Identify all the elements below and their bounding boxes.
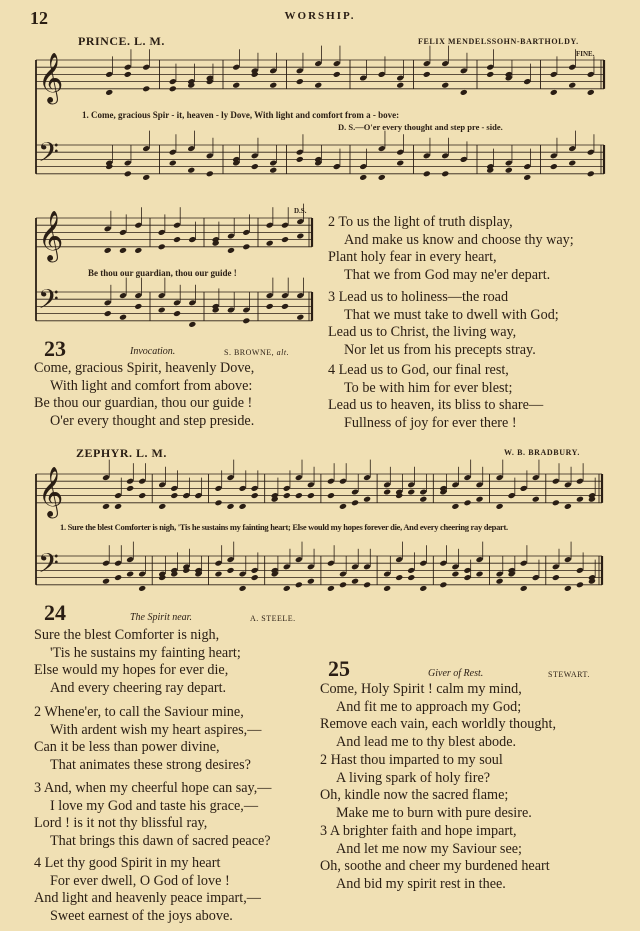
- hymn-number-24: 24: [44, 600, 66, 625]
- note: [383, 489, 391, 496]
- hymn25-caption: Giver of Rest.: [428, 668, 484, 679]
- note: [296, 314, 304, 321]
- verse-line: 3 A brighter faith and hope impart,: [320, 823, 517, 839]
- verse-line: Remove each vain, each worldly thought,: [320, 716, 556, 732]
- note: [124, 71, 132, 78]
- note: [114, 574, 122, 581]
- note: [206, 170, 214, 177]
- note: [520, 585, 528, 592]
- note: [476, 496, 484, 503]
- tune1-refrain-lyric: Be thou our guardian, thou our guide !: [88, 268, 237, 278]
- note: [214, 499, 222, 506]
- note: [587, 89, 595, 96]
- note: [407, 489, 415, 496]
- note: [378, 174, 386, 181]
- note: [142, 85, 150, 92]
- verse-line: And lead me to thy blest abode.: [336, 733, 517, 750]
- note: [295, 492, 303, 499]
- note: [119, 314, 127, 321]
- note: [363, 581, 371, 588]
- note: [281, 236, 289, 243]
- page-number: 12: [30, 8, 48, 28]
- note: [295, 581, 303, 588]
- hymn23-stanza-3: [328, 289, 559, 359]
- hymn24-caption: The Spirit near.: [130, 612, 192, 623]
- hymn24-stanza-1: [34, 627, 241, 697]
- note: [283, 492, 291, 499]
- note: [451, 571, 459, 578]
- note: [242, 317, 250, 324]
- note: [296, 233, 304, 240]
- verse-line: With light and comfort from above:: [50, 377, 253, 394]
- hymn24-stanza-2: [34, 704, 261, 774]
- hymn24-stanza-4: [34, 855, 261, 925]
- verse-line: Lead us to heaven, its bliss to share—: [328, 397, 544, 413]
- note: [227, 567, 235, 574]
- note: [463, 499, 471, 506]
- note: [564, 503, 572, 510]
- note: [568, 82, 576, 89]
- note: [173, 236, 181, 243]
- note: [552, 499, 560, 506]
- note: [102, 578, 110, 585]
- note: [496, 503, 504, 510]
- tune2-lyric-line: 1. Sure the blest Comforter is nigh, 'Tis he sustains my fainting heart; Else would my hopes forever die, And every cheering ray depart.: [60, 522, 508, 532]
- note: [138, 492, 146, 499]
- note: [327, 585, 335, 592]
- hymn23-caption: Invocation.: [130, 346, 176, 357]
- note: [173, 310, 181, 317]
- prince-system2-bass-clef: 𝄢: [38, 283, 59, 322]
- tune-title-prince: PRINCE. L. M.: [78, 34, 165, 48]
- zephyr-system-treble-clef: 𝄞: [38, 466, 64, 517]
- note: [441, 170, 449, 177]
- note: [476, 571, 484, 578]
- verse-line: 3 Lead us to holiness—the road: [328, 289, 509, 305]
- verse-line: And light and heavenly peace impart,—: [34, 890, 261, 906]
- note: [552, 574, 560, 581]
- verse-line: That brings this dawn of sacred peace?: [50, 832, 271, 849]
- note: [102, 503, 110, 510]
- verse-line: O'er every thought and step preside.: [50, 412, 255, 429]
- note: [266, 303, 274, 310]
- note: [134, 303, 142, 310]
- hymn24-author: A. STEELE.: [250, 614, 296, 623]
- tune-composer-bradbury: W. B. BRADBURY.: [504, 448, 580, 457]
- note: [242, 243, 250, 250]
- verse-line: And let me now my Saviour see;: [336, 840, 522, 857]
- note: [333, 71, 341, 78]
- verse-line: Fullness of joy for ever there !: [344, 414, 517, 431]
- note: [439, 581, 447, 588]
- note: [227, 503, 235, 510]
- note: [269, 82, 277, 89]
- note: [170, 492, 178, 499]
- verse-line: And bid my spirit rest in thee.: [336, 875, 506, 892]
- verse-line: That we must take to dwell with God;: [344, 306, 559, 323]
- note: [251, 574, 259, 581]
- note: [251, 163, 259, 170]
- note: [104, 310, 112, 317]
- note: [266, 240, 274, 247]
- verse-line: Come, gracious Spirit, heavenly Dove,: [34, 360, 255, 376]
- note: [169, 160, 177, 167]
- verse-line: Else would my hopes for ever die,: [34, 662, 229, 678]
- verse-line: To be with him for ever blest;: [344, 379, 513, 396]
- note: [351, 578, 359, 585]
- verse-line: I love my God and taste his grace,—: [50, 797, 259, 814]
- note: [126, 485, 134, 492]
- note: [339, 503, 347, 510]
- note: [134, 247, 142, 254]
- note: [587, 170, 595, 177]
- hymn25-stanza-3: [320, 823, 550, 893]
- verse-line: Sweet earnest of the joys above.: [50, 907, 233, 924]
- note: [396, 82, 404, 89]
- note: [232, 82, 240, 89]
- note: [283, 585, 291, 592]
- verse-line: 2 To us the light of truth display,: [328, 214, 513, 230]
- verse-line: 4 Lead us to God, our final rest,: [328, 362, 509, 378]
- note: [158, 243, 166, 250]
- note: [395, 574, 403, 581]
- verse-line: And make us know and choose thy way;: [344, 231, 574, 248]
- note: [314, 82, 322, 89]
- note: [138, 585, 146, 592]
- ds-marker: D.S.: [294, 207, 307, 215]
- verse-line: And every cheering ray depart.: [50, 679, 227, 696]
- note: [359, 174, 367, 181]
- tune1-ds-lyric-line: D. S.—O'er every thought and step pre - side.: [338, 122, 503, 132]
- verse-line: Come, Holy Spirit ! calm my mind,: [320, 681, 522, 697]
- note: [550, 89, 558, 96]
- note: [239, 503, 247, 510]
- note: [460, 89, 468, 96]
- note: [496, 578, 504, 585]
- note: [187, 167, 195, 174]
- note: [419, 585, 427, 592]
- note: [158, 503, 166, 510]
- hymn23-stanza-4: [328, 362, 543, 432]
- verse-line: Nor let us from his precepts stray.: [344, 341, 536, 358]
- note: [188, 321, 196, 328]
- note: [383, 585, 391, 592]
- note: [158, 307, 166, 314]
- verse-line: Be thou our guardian, thou our guide !: [34, 395, 253, 411]
- tune-title-zephyr: ZEPHYR. L. M.: [76, 446, 167, 460]
- note: [239, 585, 247, 592]
- verse-line: With ardent wish my heart aspires,—: [50, 721, 262, 738]
- verse-line: That animates these strong desires?: [50, 756, 251, 773]
- verse-line: Lord ! is it not thy blissful ray,: [34, 815, 208, 831]
- note: [523, 174, 531, 181]
- hymn23-author: S. BROWNE, alt.: [224, 348, 290, 357]
- note: [114, 503, 122, 510]
- note: [251, 492, 259, 499]
- verse-line: 'Tis he sustains my fainting heart;: [50, 644, 241, 661]
- note: [407, 574, 415, 581]
- note: [568, 160, 576, 167]
- verse-line: That we from God may ne'er depart.: [344, 266, 551, 283]
- prince-system1-bass-clef: 𝄢: [38, 136, 59, 175]
- note: [214, 571, 222, 578]
- note: [505, 167, 513, 174]
- note: [451, 503, 459, 510]
- note: [339, 581, 347, 588]
- verse-line: Lead us to Christ, the living way,: [328, 324, 517, 340]
- verse-line: 3 And, when my cheerful hope can say,—: [34, 780, 272, 796]
- note: [423, 170, 431, 177]
- note: [281, 303, 289, 310]
- hymn24-stanza-3: [34, 780, 271, 850]
- running-head: WORSHIP.: [284, 10, 356, 22]
- fine-marker: FINE.: [576, 50, 595, 58]
- verse-line: Make me to burn with pure desire.: [336, 804, 532, 821]
- note: [126, 571, 134, 578]
- note: [576, 581, 584, 588]
- verse-line: A living spark of holy fire?: [336, 769, 491, 786]
- note: [486, 71, 494, 78]
- note: [119, 247, 127, 254]
- hymn23-stanza-2: [328, 214, 574, 284]
- note: [532, 496, 540, 503]
- verse-line: Sure the blest Comforter is nigh,: [34, 627, 220, 643]
- note: [419, 496, 427, 503]
- verse-line: Oh, kindle now the sacred flame;: [320, 787, 509, 803]
- note: [550, 163, 558, 170]
- note: [363, 496, 371, 503]
- hymn-number-23: 23: [44, 336, 66, 361]
- hymn25-stanza-1: [320, 681, 556, 751]
- note: [227, 247, 235, 254]
- note: [169, 85, 177, 92]
- verse-line: For ever dwell, O God of love !: [50, 872, 230, 889]
- hymn23-stanza-1: [34, 360, 254, 430]
- hymn-number-25: 25: [328, 656, 350, 681]
- verse-line: Plant holy fear in every heart,: [328, 249, 497, 265]
- verse-line: And fit me to approach my God;: [336, 698, 522, 715]
- note: [269, 167, 277, 174]
- note: [142, 174, 150, 181]
- tune-composer-mendelssohn: FELIX MENDELSSOHN-BARTHOLDY.: [418, 37, 579, 46]
- note: [396, 160, 404, 167]
- prince-system1-treble-clef: 𝄞: [38, 52, 64, 103]
- note: [441, 82, 449, 89]
- prince-system2-treble-clef: 𝄞: [38, 210, 64, 261]
- hymn25-author: STEWART.: [548, 670, 590, 679]
- zephyr-system-bass-clef: 𝄢: [38, 547, 59, 586]
- verse-line: 2 Hast thou imparted to my soul: [320, 752, 503, 768]
- verse-line: 4 Let thy good Spirit in my heart: [34, 855, 221, 871]
- note: [307, 492, 315, 499]
- hymn25-stanza-2: [320, 752, 532, 822]
- note: [576, 496, 584, 503]
- verse-line: 2 Whene'er, to call the Saviour mine,: [34, 704, 244, 720]
- note: [296, 78, 304, 85]
- note: [327, 492, 335, 499]
- tune1-lyric-line: 1. Come, gracious Spir - it, heaven - ly Dove, With light and comfort from a - bove:: [82, 110, 400, 120]
- verse-line: Can it be less than power divine,: [34, 739, 220, 755]
- note: [351, 499, 359, 506]
- verse-line: Oh, soothe and cheer my burdened heart: [320, 858, 550, 874]
- note: [104, 247, 112, 254]
- note: [296, 156, 304, 163]
- note: [105, 89, 113, 96]
- note: [564, 585, 572, 592]
- note: [124, 170, 132, 177]
- note: [423, 71, 431, 78]
- note: [307, 578, 315, 585]
